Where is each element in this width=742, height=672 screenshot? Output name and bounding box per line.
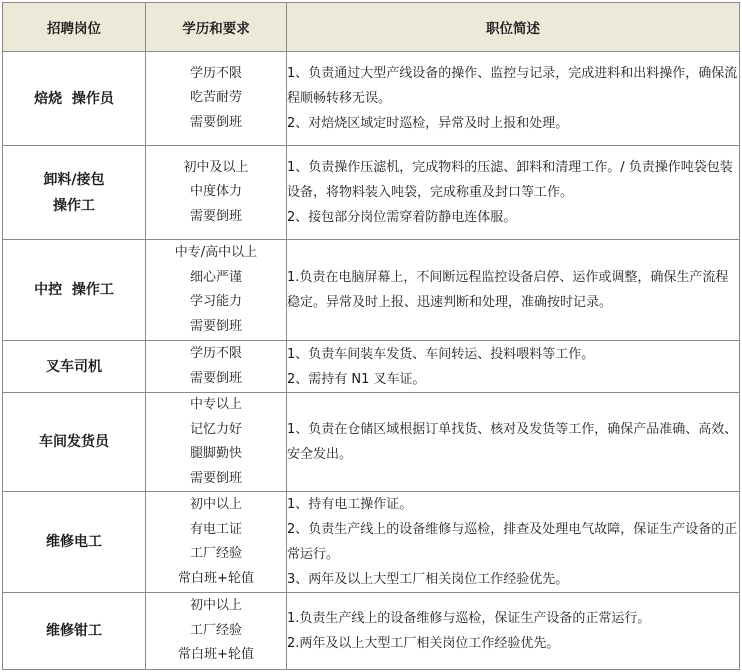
description-item: 2、对焙烧区域定时巡检，异常及时上报和处理。 bbox=[287, 116, 569, 131]
description-item: 2、负责生产线上的设备维修与巡检，排查及处理电气故障，保证生产设备的正常运行。 bbox=[287, 522, 738, 562]
description-item: 1、负责操作压滤机，完成物料的压滤、卸料和清理工作。/ 负责操作吨袋包装设备，将物料装入吨袋，完成称重及封口等工作。 bbox=[287, 160, 733, 200]
position-name: 操作工 bbox=[53, 197, 95, 214]
requirement-item: 需要倒班 bbox=[189, 470, 242, 486]
requirement-item: 常白班+轮值 bbox=[178, 647, 254, 663]
table-row bbox=[3, 593, 740, 670]
position-cell bbox=[3, 52, 146, 146]
header-position: 招聘岗位 bbox=[3, 3, 146, 52]
requirement-item: 工厂经验 bbox=[189, 546, 242, 561]
header-requirements: 学历和要求 bbox=[146, 3, 287, 52]
position-name: 车间发货员 bbox=[39, 434, 109, 450]
table-row bbox=[3, 393, 740, 492]
table-row bbox=[3, 52, 740, 146]
position-cell bbox=[3, 240, 146, 341]
table-row bbox=[3, 492, 740, 593]
requirement-item: 细心严谨 bbox=[189, 269, 242, 285]
requirement-item: 初中及以上 bbox=[183, 159, 249, 175]
requirement-item: 学习能力 bbox=[189, 294, 242, 309]
table-body bbox=[3, 52, 740, 670]
requirement-item: 工厂经验 bbox=[189, 622, 242, 638]
description-cell bbox=[287, 240, 740, 341]
requirements-cell bbox=[146, 492, 287, 593]
requirement-item: 需要倒班 bbox=[189, 114, 242, 130]
description-cell bbox=[287, 341, 740, 393]
position-cell bbox=[3, 593, 146, 670]
table-row bbox=[3, 341, 740, 393]
recruitment-table bbox=[2, 2, 740, 670]
requirement-item: 需要倒班 bbox=[189, 318, 242, 334]
requirement-item: 腿脚勤快 bbox=[189, 446, 242, 461]
requirements-cell bbox=[146, 52, 287, 146]
description-item: 1.负责生产线上的设备维修与巡检，保证生产设备的正常运行。 bbox=[287, 611, 651, 626]
position-name: 焙烧 操作员 bbox=[34, 90, 114, 107]
position-cell bbox=[3, 341, 146, 393]
requirement-item: 学历不限 bbox=[189, 346, 242, 361]
position-name: 叉车司机 bbox=[46, 358, 102, 375]
requirement-item: 学历不限 bbox=[189, 65, 242, 81]
requirement-item: 中专以上 bbox=[189, 397, 242, 412]
description-item: 1.负责在电脑屏幕上，不间断远程监控设备启停、运作或调整，确保生产流程稳定。异常及时上报、迅速判断和处理，准确按时记录。 bbox=[287, 270, 729, 310]
description-item: 1、负责在仓储区域根据订单找货、核对及发货等工作，确保产品准确、高效、安全发出。 bbox=[287, 422, 738, 462]
requirements-cell bbox=[146, 593, 287, 670]
requirement-item: 中度体力 bbox=[189, 184, 242, 200]
description-cell bbox=[287, 52, 740, 146]
position-name: 维修钳工 bbox=[46, 623, 102, 639]
header-description: 职位简述 bbox=[287, 3, 740, 52]
description-item: 2、接包部分岗位需穿着防静电连体服。 bbox=[287, 210, 517, 225]
requirements-cell bbox=[146, 146, 287, 240]
description-cell bbox=[287, 393, 740, 492]
requirements-cell bbox=[146, 341, 287, 393]
description-item: 3、两年及以上大型工厂相关岗位工作经验优先。 bbox=[287, 572, 569, 587]
description-cell bbox=[287, 593, 740, 670]
requirements-cell bbox=[146, 240, 287, 341]
description-item: 2.两年及以上大型工厂相关岗位工作经验优先。 bbox=[287, 636, 560, 651]
description-item: 1、持有电工操作证。 bbox=[287, 497, 413, 512]
requirements-cell bbox=[146, 393, 287, 492]
description-cell bbox=[287, 492, 740, 593]
table-header-row bbox=[3, 3, 740, 52]
requirement-item: 初中以上 bbox=[189, 598, 242, 614]
requirement-item: 记忆力好 bbox=[189, 421, 242, 437]
description-item: 2、需持有 N1 叉车证。 bbox=[287, 371, 426, 387]
description-cell bbox=[287, 146, 740, 240]
requirement-item: 需要倒班 bbox=[189, 208, 242, 224]
position-cell bbox=[3, 146, 146, 240]
requirement-item: 有电工证 bbox=[189, 521, 242, 537]
requirement-item: 常白班+轮值 bbox=[178, 570, 254, 586]
requirement-item: 中专/高中以上 bbox=[174, 245, 258, 260]
position-cell bbox=[3, 492, 146, 593]
requirement-item: 吃苦耐劳 bbox=[189, 90, 242, 106]
position-cell bbox=[3, 393, 146, 492]
position-name: 中控 操作工 bbox=[34, 282, 114, 298]
position-name: 卸料/接包 bbox=[43, 171, 105, 188]
requirement-item: 需要倒班 bbox=[189, 370, 242, 386]
requirement-item: 初中以上 bbox=[189, 497, 242, 512]
table-row bbox=[3, 240, 740, 341]
position-name: 维修电工 bbox=[46, 534, 102, 550]
description-item: 1、负责车间装车发货、车间转运、投料喂料等工作。 bbox=[287, 346, 595, 362]
description-item: 1、负责通过大型产线设备的操作、监控与记录，完成进料和出料操作，确保流程顺畅转移无误。 bbox=[287, 66, 738, 106]
table-row bbox=[3, 146, 740, 240]
